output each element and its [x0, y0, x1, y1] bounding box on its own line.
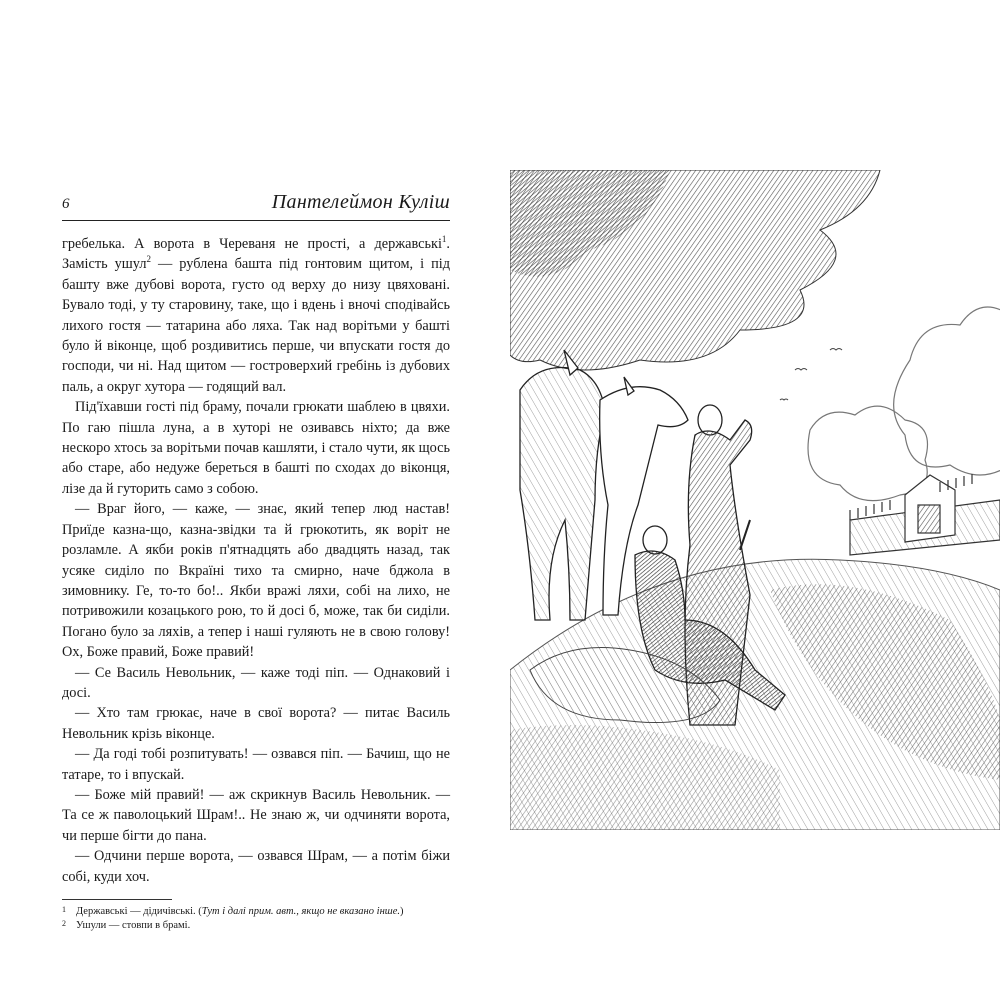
footnotes: [62, 905, 450, 933]
illustration: [510, 170, 1000, 830]
body-text: [62, 234, 450, 887]
paragraph: — Да годі тобі розпитувать! — озвався піп. — Бачиш, що не татаре, то і впускай.: [62, 746, 450, 783]
paragraph: — Се Василь Невольник, — каже тоді піп. — Однаковий і досі.: [62, 664, 450, 701]
footnote: 2 Ушули — стовпи в брамі.: [62, 919, 191, 931]
paragraph: — Боже мій правий! — аж скрикнув Василь Невольник. — Та се ж паволоцький Шрам!.. Не знаю ж, чи одчиняти ворота, чи перше бігти до пана.: [62, 786, 450, 844]
paragraph: — Хто там грюкає, наче в свої ворота? — питає Василь Невольник крізь віконце.: [62, 705, 450, 742]
footnote-number: 2: [62, 919, 66, 928]
page-number: 6: [62, 196, 70, 212]
paragraph: Під'їхавши гості під браму, почали грюкати шаблею в цвяхи. По гаю пішла луна, а в хуторі не озивавсь ніхто; да вже нескоро хтось за ворітьми почав кашляти, і стало чути, як щось або старе, або недуже береться в башті по сходах до віконця, лізе да й гуторить само з собою.: [62, 399, 450, 497]
footnote-rule: [62, 899, 172, 900]
fortress: [850, 474, 1000, 555]
footnote-italic: Тут і далі прим. авт., якщо не вказано інше.: [201, 906, 400, 917]
sketch-illustration: [510, 170, 1000, 830]
footnote: 1 Державські — дідичівські. (Тут і далі прим. авт., якщо не вказано інше.): [62, 905, 404, 917]
footnote-ref: 1: [441, 234, 447, 245]
birds: [780, 349, 842, 401]
paragraph: — Одчини перше ворота, — озвався Шрам, — а потім біжи собі, куди хоч.: [62, 848, 450, 885]
paragraph: гребелька. А ворота в Череваня не прості, а державські$^1$. Замість ушул$^2$ — рублена башта під гонтовим щитом, і під башту вже дубові ворота, густо од верху до низу цвяховані. Бувало тоді, у ту старовину, таке, що і вдень і вночі сподівайсь лихого гостя — татарина або ляха. Так над ворітьми у башті було й віконце, щоб роздивитись перше, чи впускати гостя до господи, чи ні. Над щитом — гостроверхий гребінь із дубових паль, а округ хутора — годящий вал.: [62, 234, 450, 395]
running-head: [62, 190, 450, 221]
clouds: [808, 307, 1000, 501]
left-page: [62, 190, 450, 933]
footnote-number: 1: [62, 905, 66, 914]
running-head-author: Пантелеймон Куліш: [271, 191, 450, 213]
footnote-ref: 2: [146, 254, 151, 265]
paragraph: — Враг його, — каже, — знає, який тепер люд настав! Приїде казна-що, казна-звідки та й грюкотить, як воріт не розламле. А якби років п'ятнадцять або двадцять назад, так усяке сиділо по Вкраїні тихо та смирно, наче бджола в зимовнику. Ге, то-то бо!.. Якби вражі ляхи, собі на лихо, не потривожили козацького рою, то й досі б, може, так би сиділи. Погано було за ляхів, а тепер і наші гуляють не в свою голову! Ох, Боже правий, Боже правий!: [62, 501, 450, 661]
